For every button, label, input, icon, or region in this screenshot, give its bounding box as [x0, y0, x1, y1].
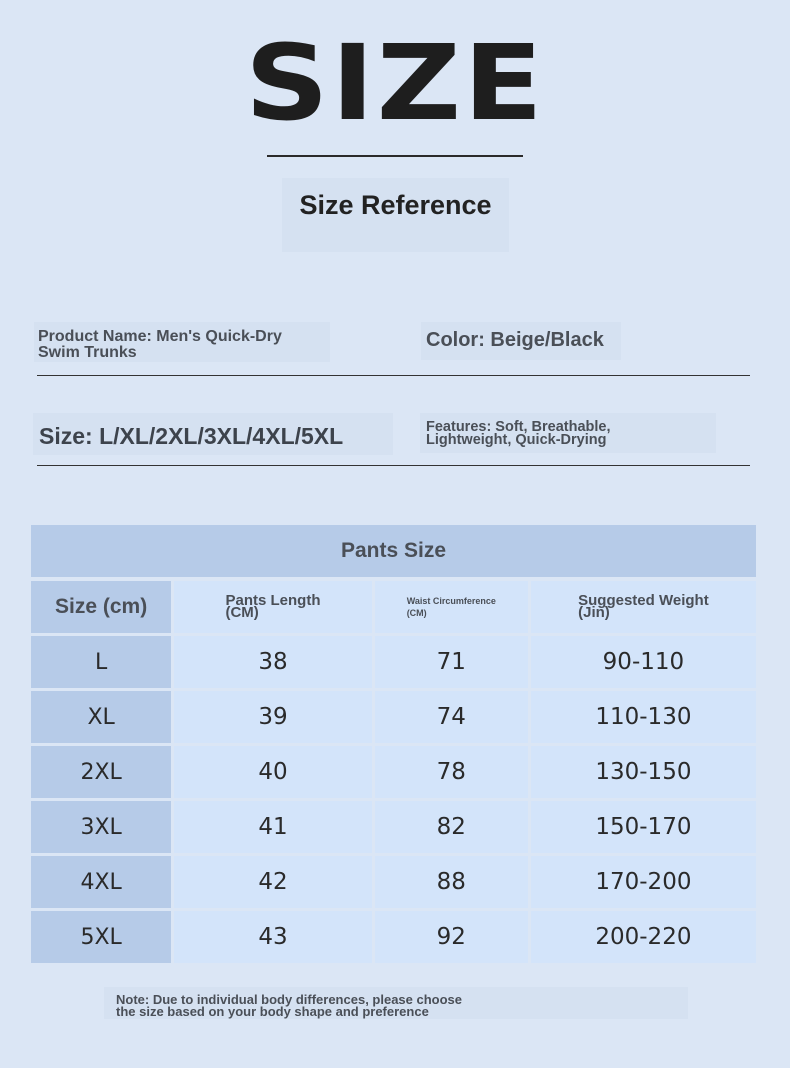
size-cell: 5XL [31, 911, 171, 963]
length-cell: 42 [174, 856, 372, 908]
column-header-length: Pants Length (CM) [174, 581, 372, 633]
page-title: SIZE [244, 22, 546, 144]
column-header-size: Size (cm) [31, 581, 171, 633]
length-cell: 43 [174, 911, 372, 963]
table-row [31, 856, 756, 908]
length-cell: 38 [174, 636, 372, 688]
weight-cell: 110-130 [531, 691, 756, 743]
table-title: Pants Size [31, 525, 756, 577]
title-divider [267, 155, 523, 157]
available-sizes: Size: L/XL/2XL/3XL/4XL/5XL [39, 423, 344, 449]
subtitle: Size Reference [299, 190, 492, 220]
product-name: Product Name: Men's Quick-Dry Swim Trunks [38, 328, 282, 361]
table-row [31, 636, 756, 688]
size-cell: XL [31, 691, 171, 743]
column-header-waist: Waist Circumference (CM) [375, 581, 528, 633]
color-info: Color: Beige/Black [426, 329, 604, 351]
weight-cell: 200-220 [531, 911, 756, 963]
size-cell: 4XL [31, 856, 171, 908]
waist-cell: 74 [375, 691, 528, 743]
waist-cell: 88 [375, 856, 528, 908]
waist-cell: 71 [375, 636, 528, 688]
weight-cell: 150-170 [531, 801, 756, 853]
column-header-weight: Suggested Weight (Jin) [531, 581, 756, 633]
info-divider-1 [37, 375, 750, 376]
table-header-row [31, 581, 756, 633]
features-info: Features: Soft, Breathable, Lightweight, Quick-Drying [426, 419, 611, 448]
length-cell: 41 [174, 801, 372, 853]
weight-cell: 130-150 [531, 746, 756, 798]
waist-cell: 82 [375, 801, 528, 853]
length-cell: 39 [174, 691, 372, 743]
table-row [31, 911, 756, 963]
size-cell: 2XL [31, 746, 171, 798]
weight-cell: 90-110 [531, 636, 756, 688]
size-cell: L [31, 636, 171, 688]
info-divider-2 [37, 465, 750, 466]
waist-cell: 92 [375, 911, 528, 963]
waist-cell: 78 [375, 746, 528, 798]
weight-cell: 170-200 [531, 856, 756, 908]
table-row [31, 746, 756, 798]
table-row [31, 801, 756, 853]
table-row [31, 691, 756, 743]
length-cell: 40 [174, 746, 372, 798]
size-cell: 3XL [31, 801, 171, 853]
size-note: Note: Due to individual body differences, please choose the size based on your body shape and preference [116, 992, 463, 1019]
